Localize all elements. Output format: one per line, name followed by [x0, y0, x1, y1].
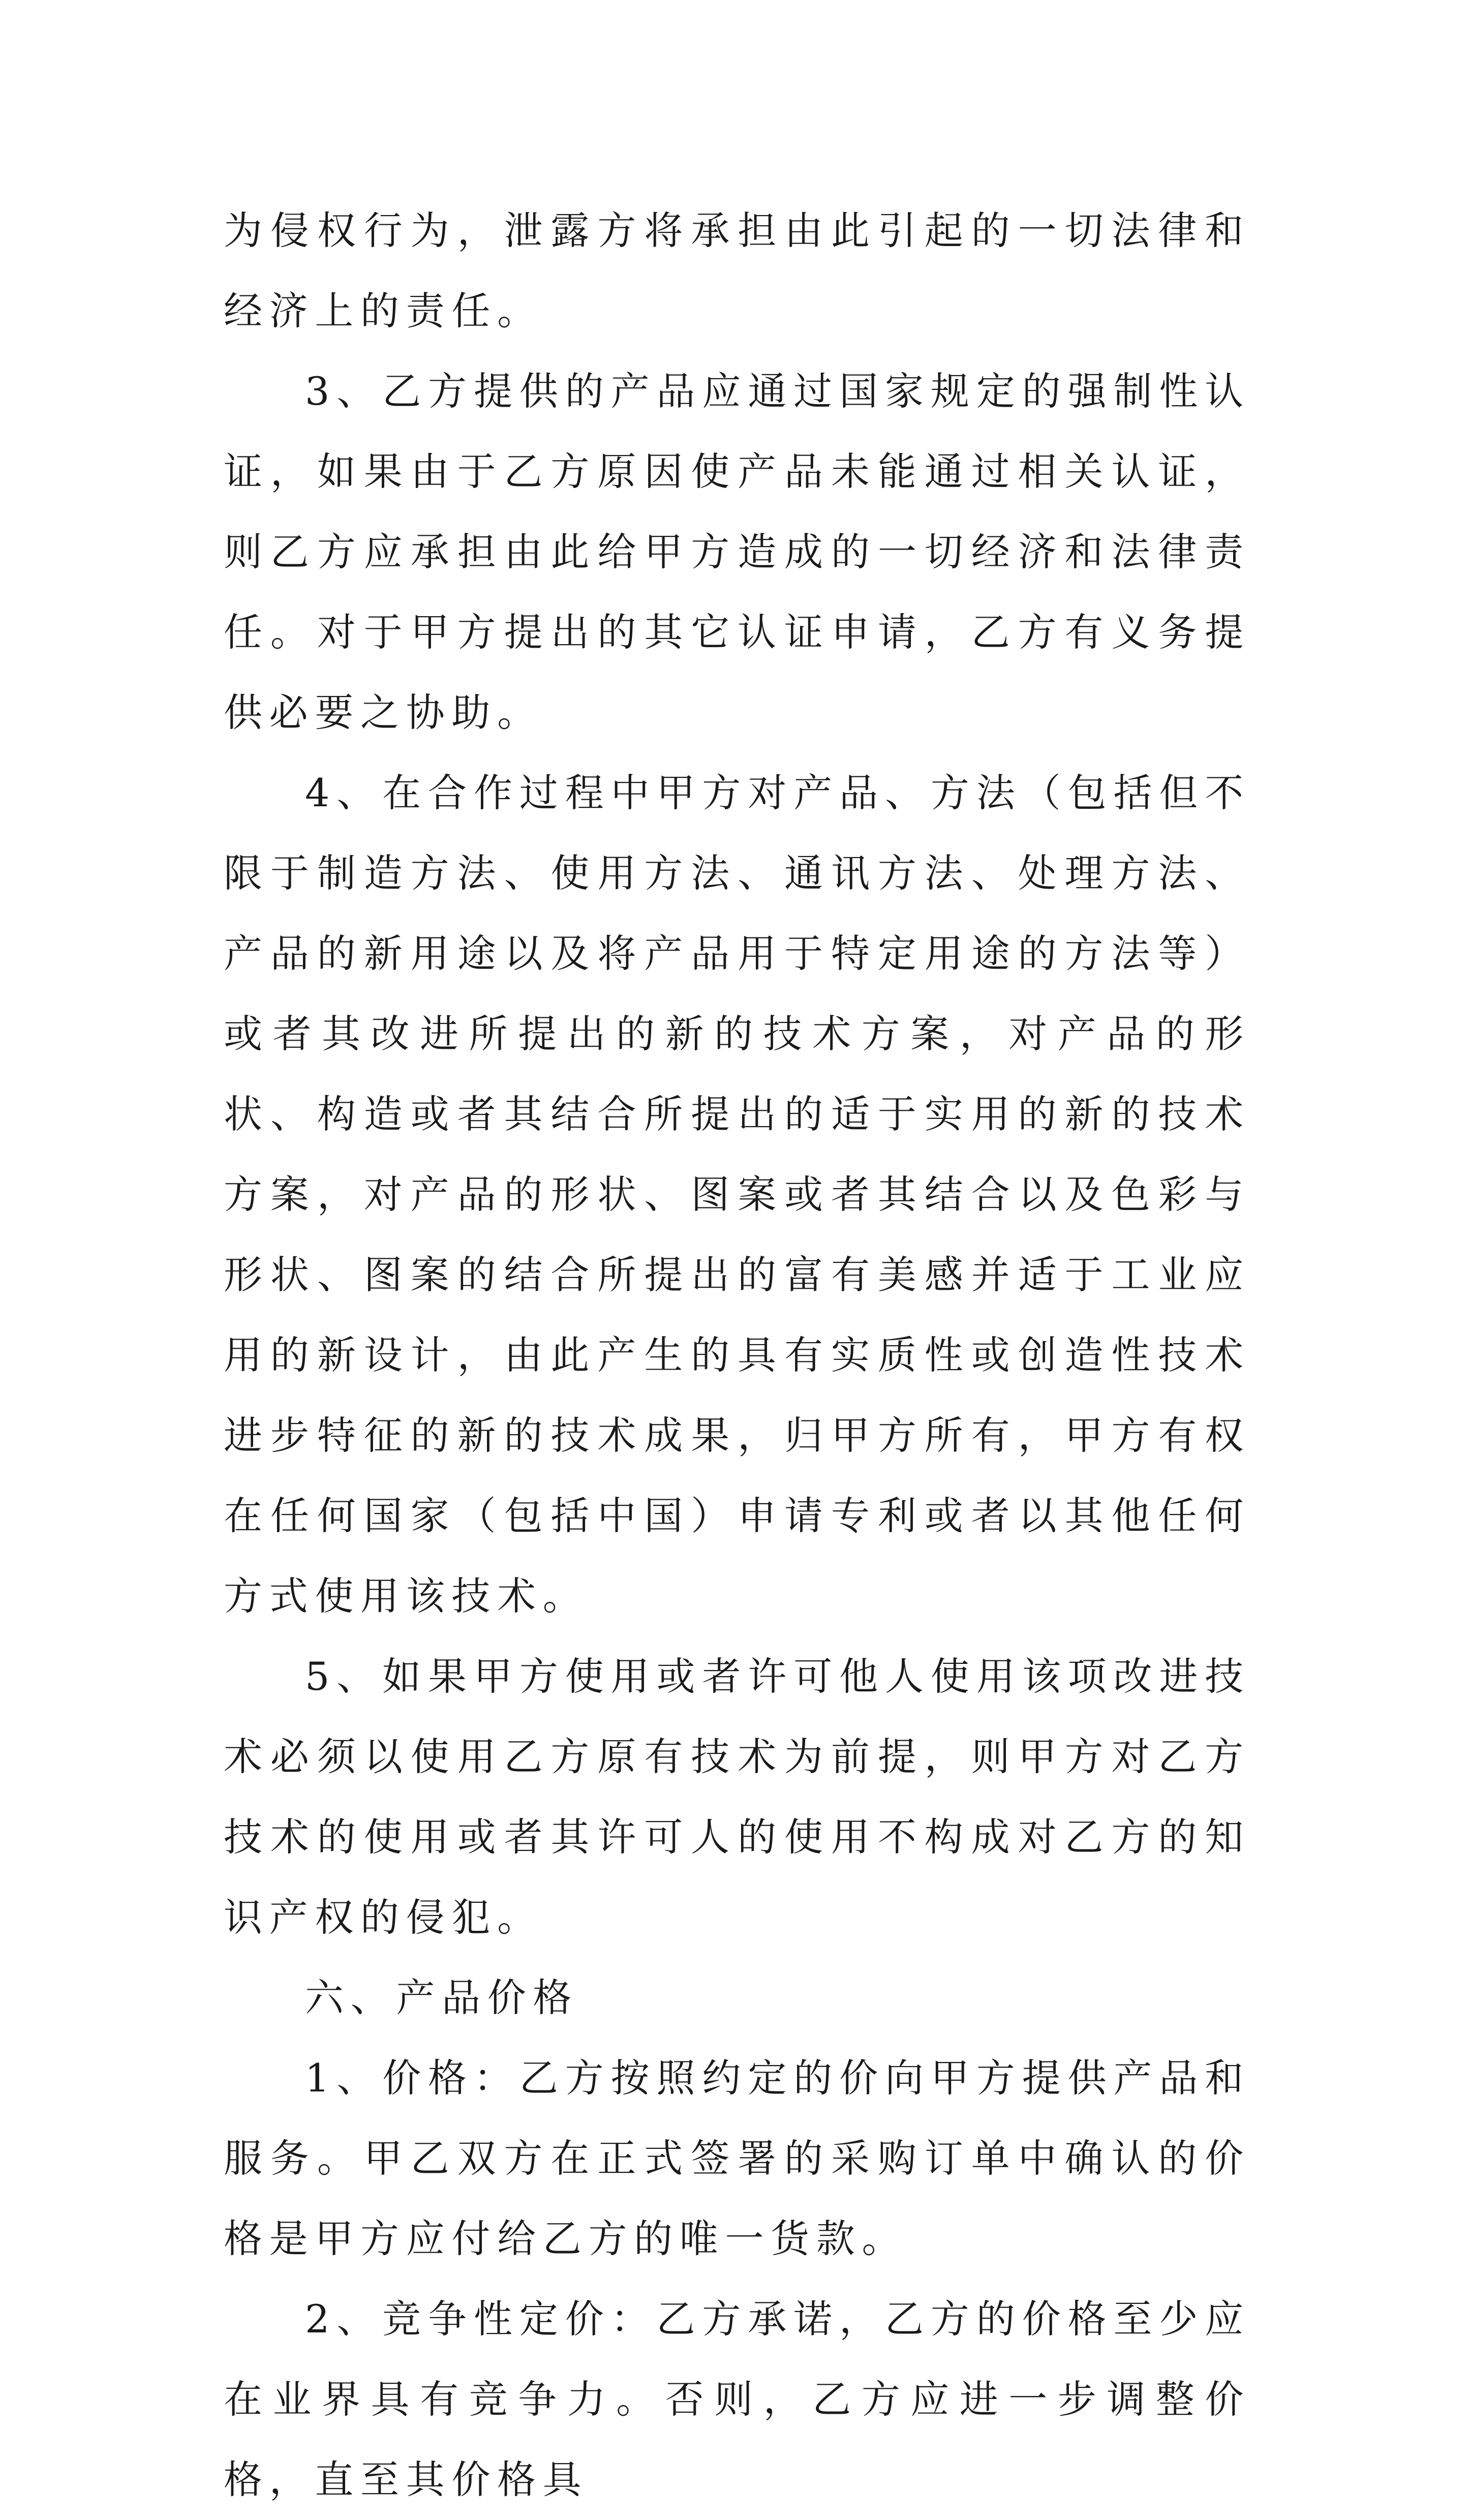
paragraph-clause-4: 4、在合作过程中甲方对产品、方法（包括但不限于制造方法、使用方法、通讯方法、处理方法、产品的新用途以及将产品用于特定用途的方法等）或者其改进所提出的新的技术方案，对产品的形状、构造或者其结合所提出的适于实用的新的技术方案，对产品的形状、图案或者其结合以及色彩与形状、图案的结合所提出的富有美感并适于工业应用的新设计，由此产生的具有实质性或创造性技术进步特征的新的技术成果，归甲方所有，甲方有权在任何国家（包括中国）申请专利或者以其他任何方式使用该技术。: [224, 770, 1250, 1619]
paragraph-clause-5: 5、如果甲方使用或者许可他人使用该项改进技术必须以使用乙方原有技术为前提，则甲方对乙方技术的使用或者其许可人的使用不构成对乙方的知识产权的侵犯。: [224, 1654, 1250, 1940]
section-heading-product-price: 六、产品价格: [305, 1975, 579, 2020]
paragraph-clause-3: 3、乙方提供的产品应通过国家规定的强制性认证，如果由于乙方原因使产品未能通过相关认证，则乙方应承担由此给甲方造成的一切经济和法律责任。对于甲方提出的其它认证申请，乙方有义务提供必要之协助。: [224, 369, 1250, 735]
document-body: [224, 191, 1250, 2520]
paragraph-price-1: 1、价格：乙方按照约定的价向甲方提供产品和服务。甲乙双方在正式签署的采购订单中确认的价格是甲方应付给乙方的唯一货款。: [224, 2055, 1250, 2261]
paragraph-continuation: 为侵权行为，泄露方将承担由此引起的一切法律和经济上的责任。: [224, 208, 1250, 333]
paragraph-price-2: 2、竞争性定价：乙方承诺，乙方的价格至少应在业界具有竞争力。否则，乙方应进一步调整价格，直至其价格具: [224, 2296, 1250, 2502]
